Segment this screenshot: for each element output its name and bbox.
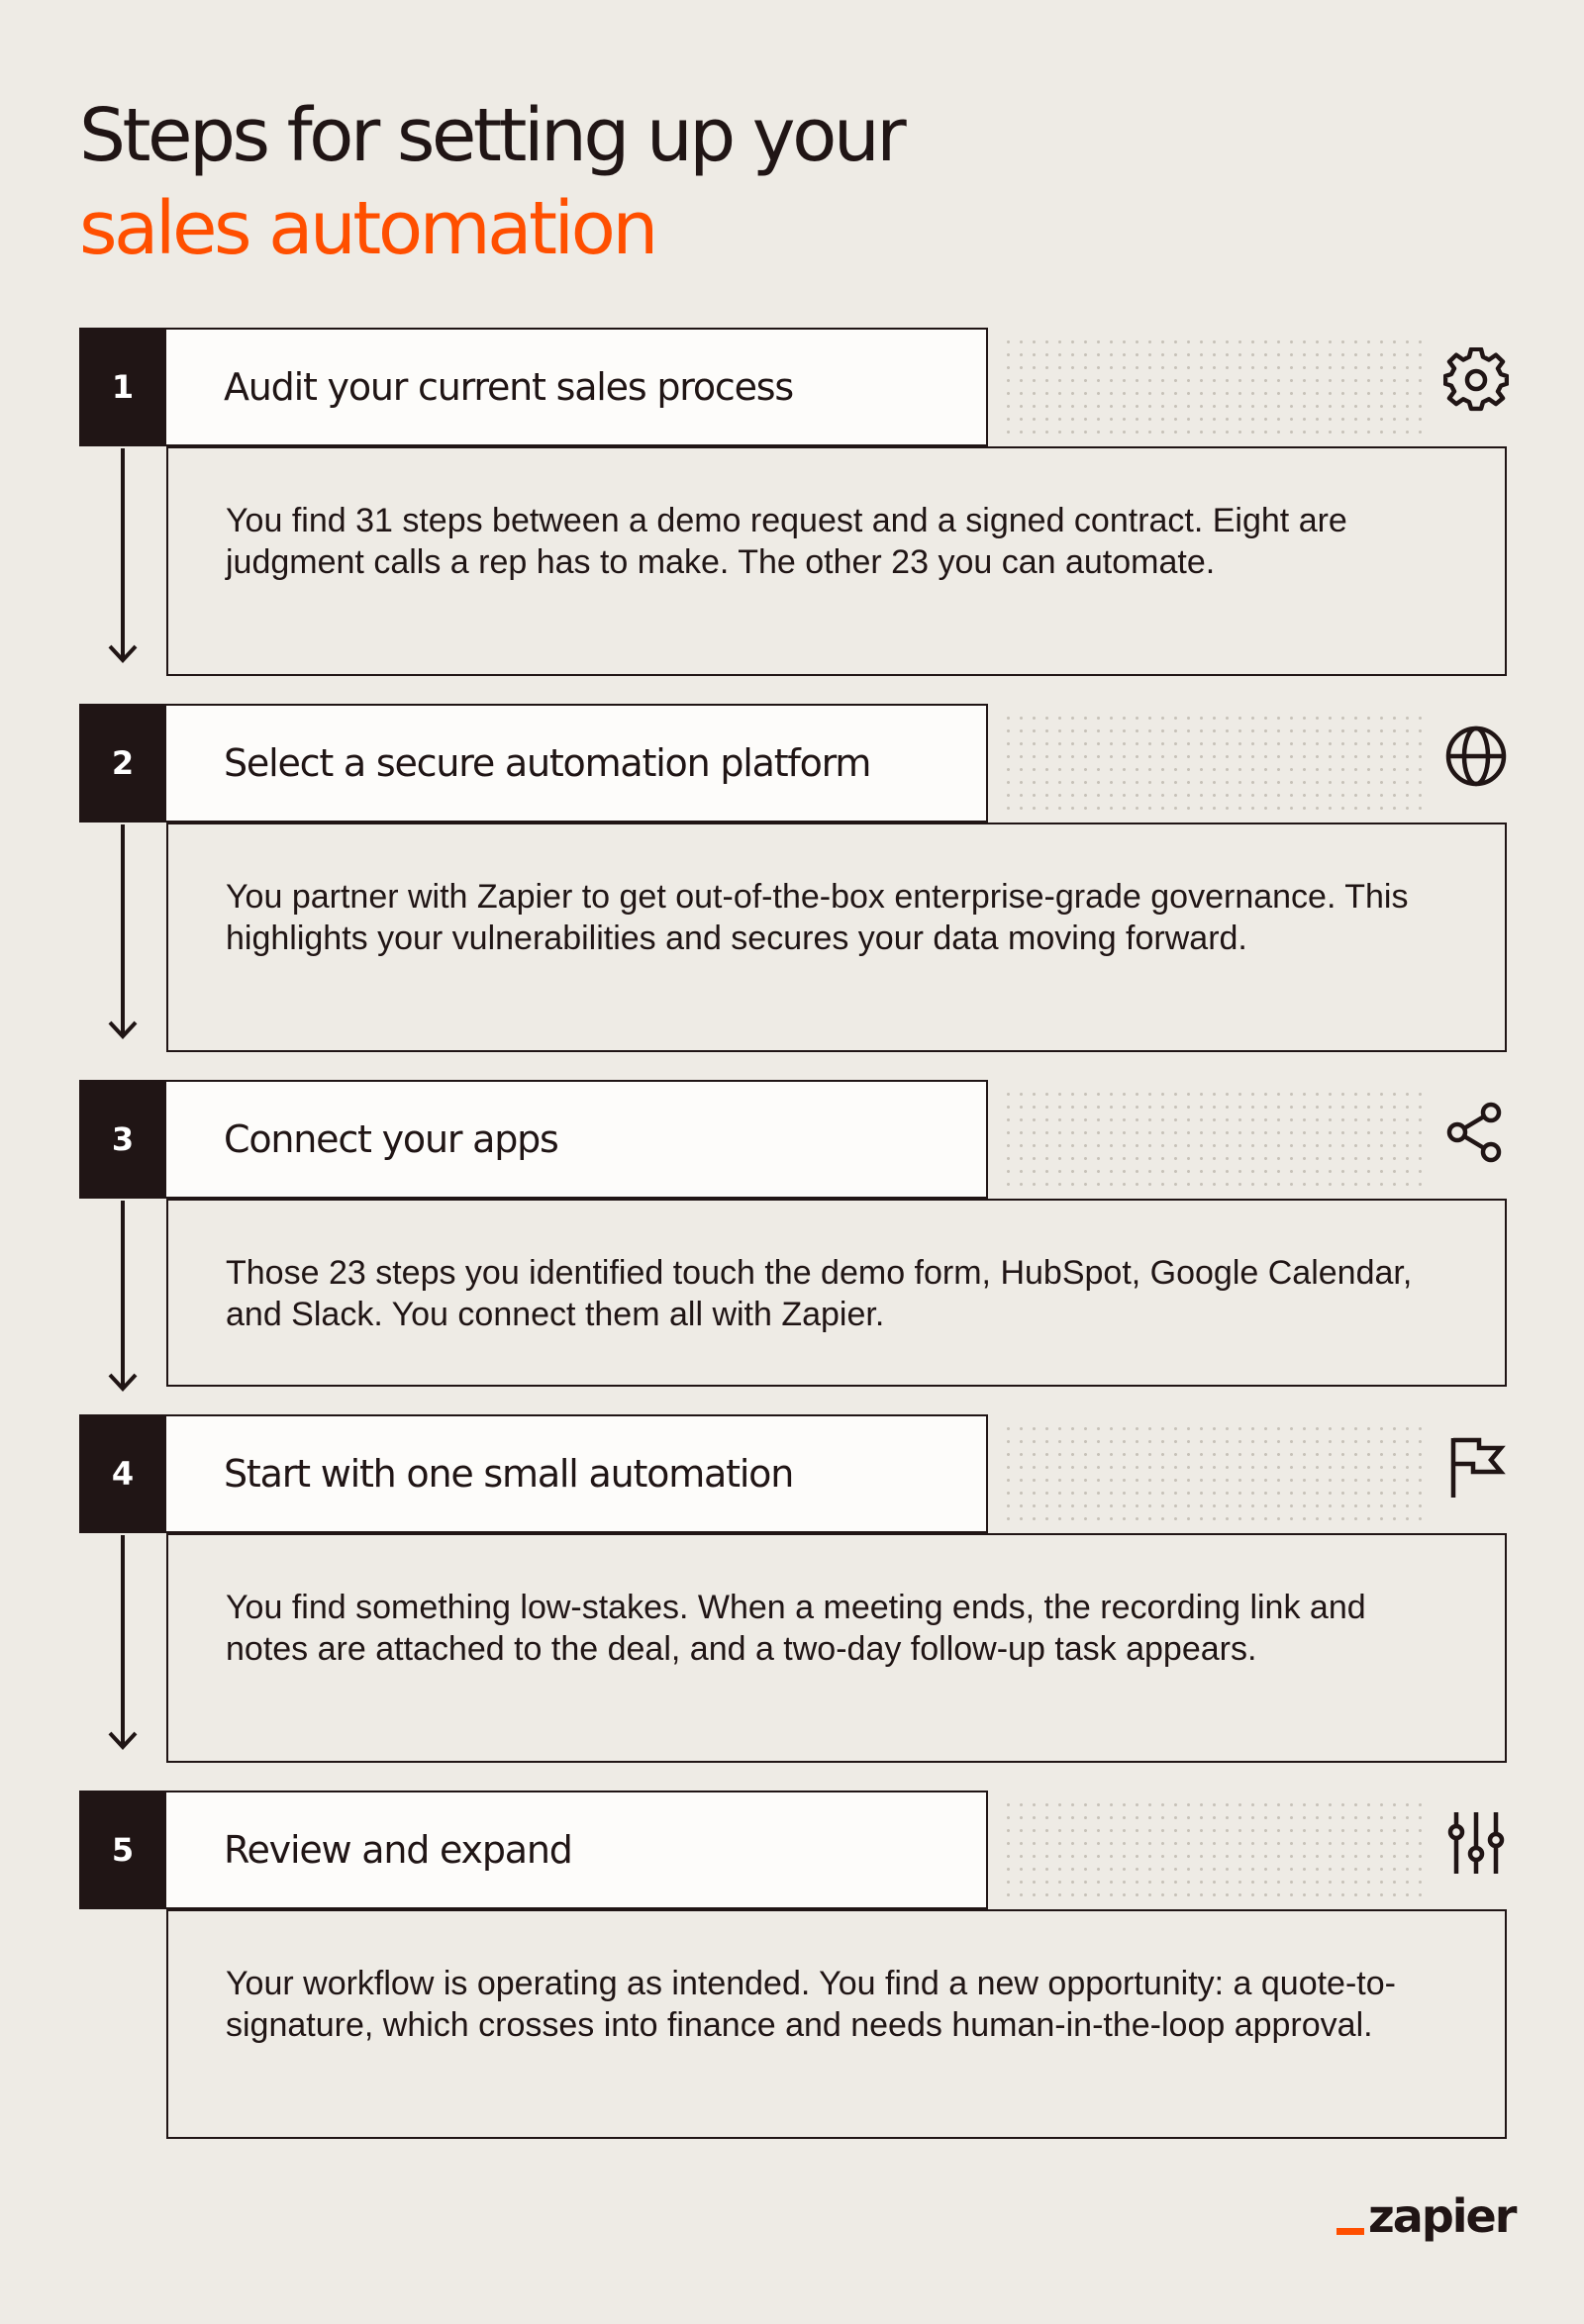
dot-pattern xyxy=(1002,1422,1428,1525)
dot-pattern xyxy=(1002,1088,1428,1191)
step-description: Those 23 steps you identified touch the demo form, HubSpot, Google Calendar, and Slack. You connect them all with Zapier. xyxy=(166,1199,1507,1387)
step-heading: Audit your current sales process xyxy=(166,328,988,446)
step-heading: Review and expand xyxy=(166,1791,988,1909)
step-description: Your workflow is operating as intended. You find a new opportunity: a quote-to-signature, which crosses into finance and needs human-in-the-loop approval. xyxy=(166,1909,1507,2139)
gear-icon xyxy=(1443,347,1509,413)
globe-icon xyxy=(1443,724,1509,789)
page-title xyxy=(79,89,903,275)
step-number: 1 xyxy=(79,328,166,446)
down-arrow-icon xyxy=(105,1535,141,1755)
title-line-2: sales automation xyxy=(79,186,655,271)
step-5 xyxy=(79,1791,1507,2137)
title-line-1: Steps for setting up your xyxy=(79,93,904,178)
step-description: You find something low-stakes. When a meeting ends, the recording link and notes are attached to the deal, and a two-day follow-up task appears. xyxy=(166,1533,1507,1763)
step-2 xyxy=(79,704,1507,1050)
step-heading: Start with one small automation xyxy=(166,1414,988,1533)
step-description: You find 31 steps between a demo request and a signed contract. Eight are judgment calls a rep has to make. The other 23 you can automate. xyxy=(166,446,1507,676)
share-icon xyxy=(1443,1100,1509,1165)
step-heading: Connect your apps xyxy=(166,1080,988,1199)
step-number: 5 xyxy=(79,1791,166,1909)
sliders-icon xyxy=(1443,1810,1509,1876)
step-description: You partner with Zapier to get out-of-the-box enterprise-grade governance. This highlights your vulnerabilities and secures your data moving forward. xyxy=(166,823,1507,1052)
zapier-logo xyxy=(1336,2189,1515,2243)
step-number: 4 xyxy=(79,1414,166,1533)
step-heading: Select a secure automation platform xyxy=(166,704,988,823)
step-4 xyxy=(79,1414,1507,1761)
flag-icon xyxy=(1443,1434,1509,1500)
logo-text: zapier xyxy=(1368,2189,1516,2243)
step-1 xyxy=(79,328,1507,674)
logo-underscore xyxy=(1336,2228,1364,2235)
down-arrow-icon xyxy=(105,824,141,1044)
down-arrow-icon xyxy=(105,1201,141,1420)
dot-pattern xyxy=(1002,712,1428,815)
step-3 xyxy=(79,1080,1507,1426)
dot-pattern xyxy=(1002,1798,1428,1901)
step-number: 3 xyxy=(79,1080,166,1199)
step-number: 2 xyxy=(79,704,166,823)
down-arrow-icon xyxy=(105,448,141,668)
dot-pattern xyxy=(1002,336,1428,438)
